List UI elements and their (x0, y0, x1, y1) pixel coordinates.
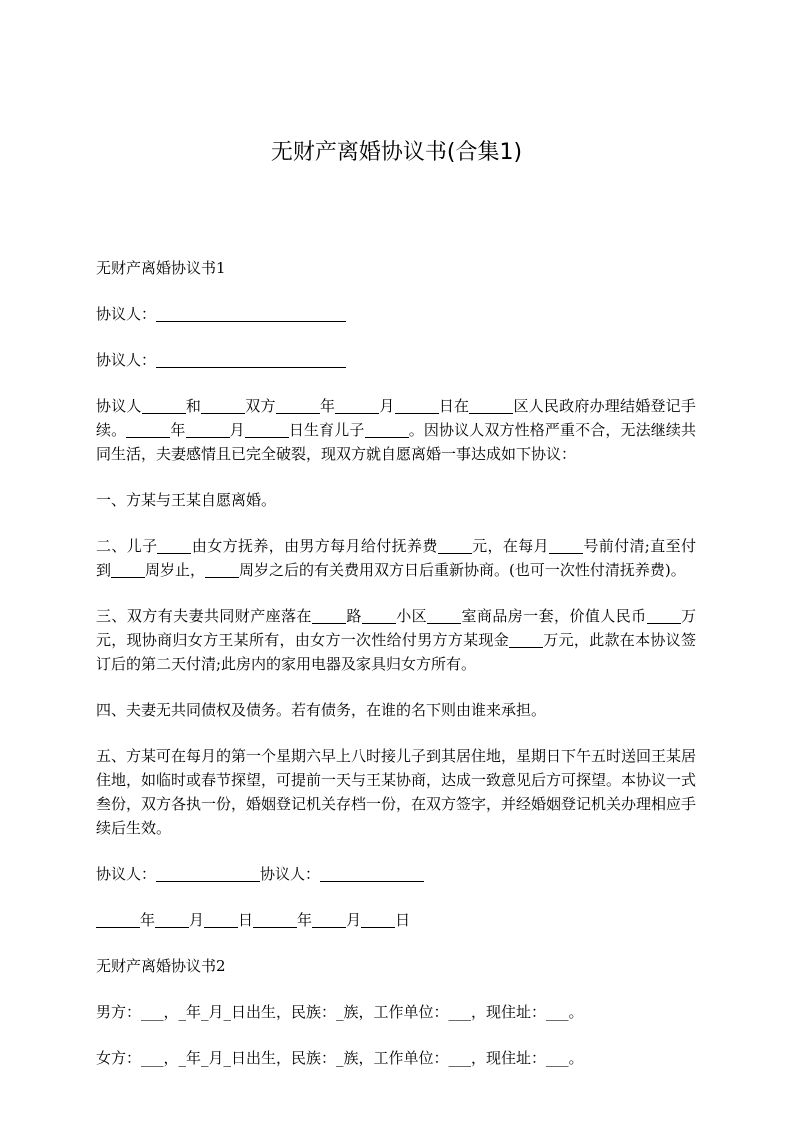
blank-line (96, 910, 140, 928)
blank-line (142, 396, 186, 414)
text-span: 月 (189, 911, 205, 929)
text-span: 年 (297, 911, 313, 929)
text-span: 双方 (245, 397, 276, 415)
text-span: 小区 (395, 607, 428, 625)
blank-line (156, 304, 346, 322)
text-span: 日生育儿子 (288, 421, 365, 439)
blank-line (126, 420, 170, 438)
party-line-2 (96, 348, 696, 372)
clause-3 (96, 604, 696, 676)
text-span: 协议人 (96, 397, 142, 415)
blank-line (157, 536, 191, 554)
text-span: 万元，现协商归女方王某所有，由女方一次性给付男方方某现金 (96, 607, 696, 649)
blank-line (253, 910, 297, 928)
signature-line (96, 862, 696, 886)
blank-line (395, 396, 439, 414)
text-span: 月 (229, 421, 245, 439)
blank-line (312, 606, 346, 624)
blank-line (549, 536, 583, 554)
blank-line (312, 910, 346, 928)
blank-line (361, 910, 395, 928)
text-span: 和 (185, 397, 202, 415)
text-span: 路 (345, 607, 362, 625)
blank-line (156, 350, 346, 368)
text-span: 室商品房一套，价值人民币 (461, 607, 647, 625)
party-line-1 (96, 302, 696, 326)
text-span: 日 (395, 911, 411, 929)
blank-line (155, 910, 189, 928)
sign-label: 协议人： (96, 865, 157, 883)
blank-line (647, 606, 681, 624)
text-span: 由女方抚养，由男方每月给付抚养费 (191, 537, 438, 555)
blank-line (276, 396, 320, 414)
text-span: 日在 (438, 397, 470, 415)
blank-line (438, 536, 472, 554)
text-span: 二、儿子 (96, 537, 158, 555)
blank-line (205, 560, 239, 578)
male-party-line: 男方：___，_年_月_日出生，民族：_族，工作单位：___，现住址：___。 (96, 1003, 584, 1021)
blank-line (320, 864, 424, 882)
text-span: 周岁之后的有关费用双方日后重新协商。(也可一次性付清抚养费)。 (239, 561, 686, 579)
text-span: 年 (319, 397, 336, 415)
blank-line (365, 420, 409, 438)
section2-heading: 无财产离婚协议书2 (96, 957, 226, 975)
blank-line (204, 910, 238, 928)
text-span: 月 (379, 397, 395, 415)
text-span: 日 (238, 911, 254, 929)
text-span: 区人民政府办理结婚登记手续。 (96, 397, 696, 439)
text-span: 万元，此款在本协议签订后的第二天付清;此房内的家用电器及家具归女方所有。 (96, 631, 696, 673)
blank-line (201, 396, 245, 414)
blank-line (469, 396, 513, 414)
blank-line (362, 606, 396, 624)
blank-line (427, 606, 461, 624)
text-span: 周岁止， (145, 561, 206, 579)
party-label: 协议人： (96, 305, 157, 323)
text-span: 。因协议人双方性格严重不合，无法继续共同生活，夫妻感情且已完全破裂，现双方就自愿离婚一事达成如下协议： (96, 421, 696, 463)
blank-line (245, 420, 289, 438)
clause-2 (96, 534, 696, 582)
blank-line (111, 560, 145, 578)
document-body (96, 256, 696, 1092)
text-span: 年 (170, 421, 186, 439)
blank-line (335, 396, 379, 414)
text-span: 元，在每月 (471, 537, 549, 555)
blank-line (156, 864, 260, 882)
text-span: 月 (346, 911, 362, 929)
sign-label: 协议人： (260, 865, 321, 883)
text-span: 号前付清;直至付到 (96, 537, 696, 579)
document-title: 无财产离婚协议书(合集1) (270, 140, 523, 165)
female-party-line: 女方：___，_年_月_日出生，民族：_族，工作单位：___，现住址：___。 (96, 1049, 584, 1067)
clause-5: 五、方某可在每月的第一个星期六早上八时接儿子到其居住地，星期日下午五时送回王某居住地，如临时或春节探望，可提前一天与王某协商，达成一致意见后方可探望。本协议一式叁份，双方各执一份，婚姻登记机关存档一份，在双方签字，并经婚姻登记机关办理相应手续后生效。 (96, 747, 697, 837)
blank-line (509, 630, 543, 648)
blank-line (186, 420, 230, 438)
party-label: 协议人： (96, 351, 157, 369)
date-line (96, 908, 696, 932)
intro-paragraph (96, 394, 696, 466)
text-span: 年 (140, 911, 156, 929)
section1-heading: 无财产离婚协议书1 (96, 259, 226, 277)
text-span: 三、双方有夫妻共同财产座落在 (96, 607, 312, 625)
clause-4: 四、夫妻无共同债权及债务。若有债务，在谁的名下则由谁来承担。 (96, 701, 547, 719)
clause-1: 一、方某与王某自愿离婚。 (96, 491, 277, 509)
